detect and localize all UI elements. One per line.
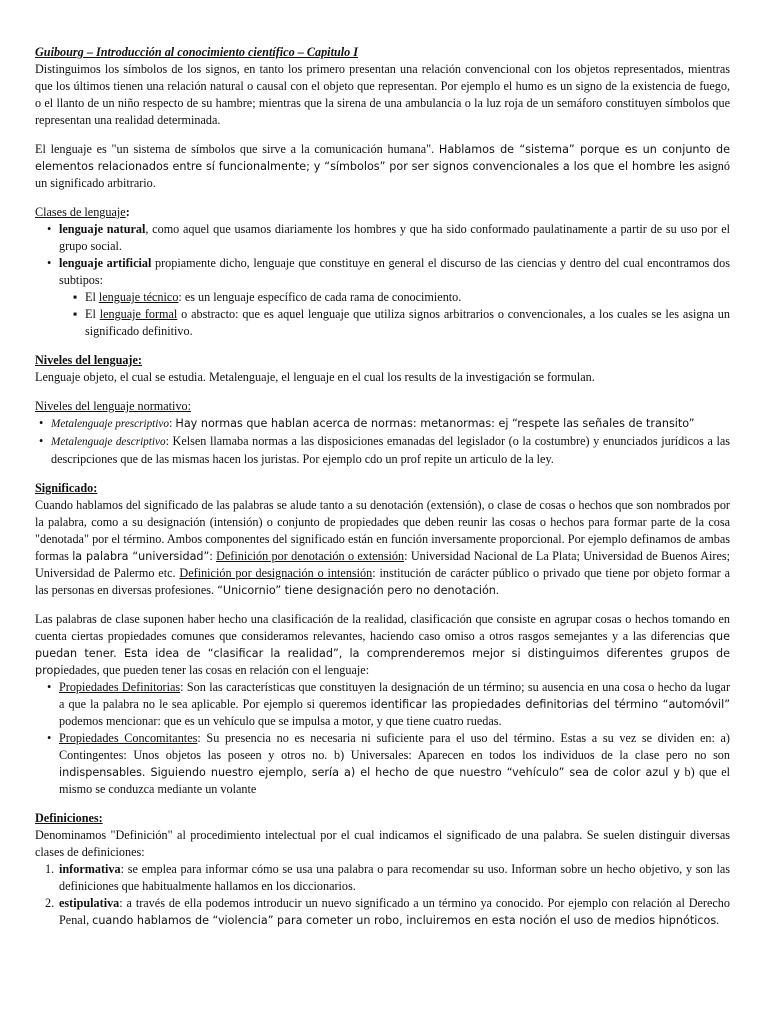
definiciones-heading: Definiciones:: [35, 811, 103, 825]
niveles-heading: Niveles del lenguaje:: [35, 353, 142, 367]
niveles-text: Lenguaje objeto, el cual se estudia. Metalenguaje, el lenguaje en el cual los results de la investigación se formulan.: [35, 370, 595, 384]
significado-heading: Significado:: [35, 481, 98, 495]
document-title: [35, 44, 730, 61]
title-text: Guibourg – Introducción al conocimiento científico – Capitulo I: [35, 45, 358, 59]
clases-list: [35, 221, 730, 340]
list-item-prescriptivo: • Metalenguaje prescriptivo: Hay normas que hablan acerca de normas: metanormas: ej “respete las señales de transito”: [41, 415, 730, 433]
artificial-sublist: [35, 289, 730, 340]
intro-paragraph: Distinguimos los símbolos de los signos, en tanto los primero presentan una relación convencional con los objetos representados, mientras que los últimos tienen una relación natural o causal con el objeto que representan. Por ejemplo el humo es un signo de la existencia de fuego, o el llanto de un niño respecto de su hambre; mientras que la sirena de una ambulancia o la luz roja de un semáforo constituyen símbolos que representan una realidad determinada.: [35, 62, 730, 127]
definiciones-list: [35, 861, 730, 929]
normativo-heading: Niveles del lenguaje normativo:: [35, 399, 192, 413]
list-item-formal: ▪ El lenguaje formal o abstracto: que es aquel lenguaje que utiliza signos arbitrarios o convencionales, a los cuales se les asigna un significado definitivo.: [75, 306, 730, 340]
clases-heading: Clases de lenguaje:: [35, 205, 130, 219]
propiedades-list: [35, 679, 730, 798]
definiciones-text: Denominamos "Definición" al procedimiento intelectual por el cual indicamos el significado de una palabra. Se suelen distinguir diversas clases de definiciones:: [35, 828, 730, 859]
list-item-natural: • lenguaje natural, como aquel que usamos diariamente los hombres y que ha sido conformado paulatinamente a partir de su uso por el grupo social.: [49, 221, 730, 255]
list-item-estipulativa: 2. estipulativa: a través de ella podemos introducir un nuevo significado a un término ya conocido. Por ejemplo con relación al Derecho Penal, cuando hablamos de “violencia” para cometer un robo, incluiremos en esta noción el uso de medios hipnóticos.: [45, 896, 730, 927]
list-item-concomitantes: • Propiedades Concomitantes: Su presencia no es necesaria ni suficiente para el uso del término. Estas a su vez se dividen en: a) Contingentes: Unos objetos las poseen y otros no. b) Universales: Aparecen en todos los individuos de la clase pero no son indispensables. Siguiendo nuestro ejemplo, sería a) el hecho de que nuestro “vehículo” sea de color azul y b) que el mismo se conduzca mediante un volante: [49, 730, 730, 798]
normativo-list: [35, 415, 730, 468]
list-item-artificial: • lenguaje artificial propiamente dicho, lenguaje que constituye en general el discurso de las ciencias y dentro del cual encontramos dos subtipos: ▪ El lenguaje técnico: es un lenguaje específico de cada rama de conocimiento. ▪ El lenguaje formal o abstracto: que es aquel lenguaje que utiliza signos arbitrarios o convencionales, a los cuales se les asigna un significado definitivo.: [49, 255, 730, 340]
list-item-informativa: 1. informativa: se emplea para informar cómo se usa una palabra o para recomendar su uso. Informan sobre un hecho objetivo, y son las definiciones que habitualmente hallamos en los diccionarios.: [45, 862, 730, 893]
list-item-descriptivo: • Metalenguaje descriptivo: Kelsen llamaba normas a las disposiciones emanadas del legislador (o la costumbre) y enunciados jurídicos a las descripciones que de las mismas hacen los juristas. Por ejemplo cdo un prof repite un articulo de la ley.: [41, 433, 730, 468]
list-item-tecnico: ▪ El lenguaje técnico: es un lenguaje específico de cada rama de conocimiento.: [75, 289, 730, 306]
significado-paragraph: Cuando hablamos del significado de las palabras se alude tanto a su denotación (extensión), o clase de cosas o hechos que son nombrados por la palabra, como a su designación (intensión) o conjunto de propiedades que deben reunir las cosas o hechos para formar parte de la cosa "denotada" por el término. Ambos componentes del significado están en función inversamente proporcional. Por ejemplo definamos de ambas formas la palabra “universidad”: Definición por denotación o extensión: Universidad Nacional de La Plata; Universidad de Buenos Aires; Universidad de Palermo etc. Definición por designación o intensión: institución de carácter público o privado que tiene por objeto formar a las personas en diversas profesiones. “Unicornio” tiene designación pero no denotación.: [35, 498, 730, 597]
document-page: [35, 44, 730, 929]
clase-paragraph: Las palabras de clase suponen haber hecho una clasificación de la realidad, clasificación que consiste en agrupar cosas o hechos tomando en cuenta ciertas propiedades comunes que consideramos relevantes, haciendo caso omiso a otros rasgos semejantes y a las diferencias que puedan tener. Esta idea de “clasificar la realidad”, la comprenderemos mejor si distinguimos diferentes grupos de propiedades, que pueden tener las cosas en relación con el lenguaje:: [35, 612, 730, 677]
lenguaje-paragraph: El lenguaje es "un sistema de símbolos que sirve a la comunicación humana". Hablamos de “sistema” porque es un conjunto de elementos relacionados entre sí funcionalmente; y “símbolos” por ser signos convencionales a los que el hombre les asignó un significado arbitrario.: [35, 142, 730, 190]
list-item-definitorias: • Propiedades Definitorias: Son las características que constituyen la designación de un término; su ausencia en una cosa o hecho da lugar a que la palabra no le sea aplicable. Por ejemplo si queremos identificar las propiedades definitorias del término “automóvil” podemos mencionar: que es un vehículo que se impulsa a motor, y que tiene cuatro ruedas.: [49, 679, 730, 730]
